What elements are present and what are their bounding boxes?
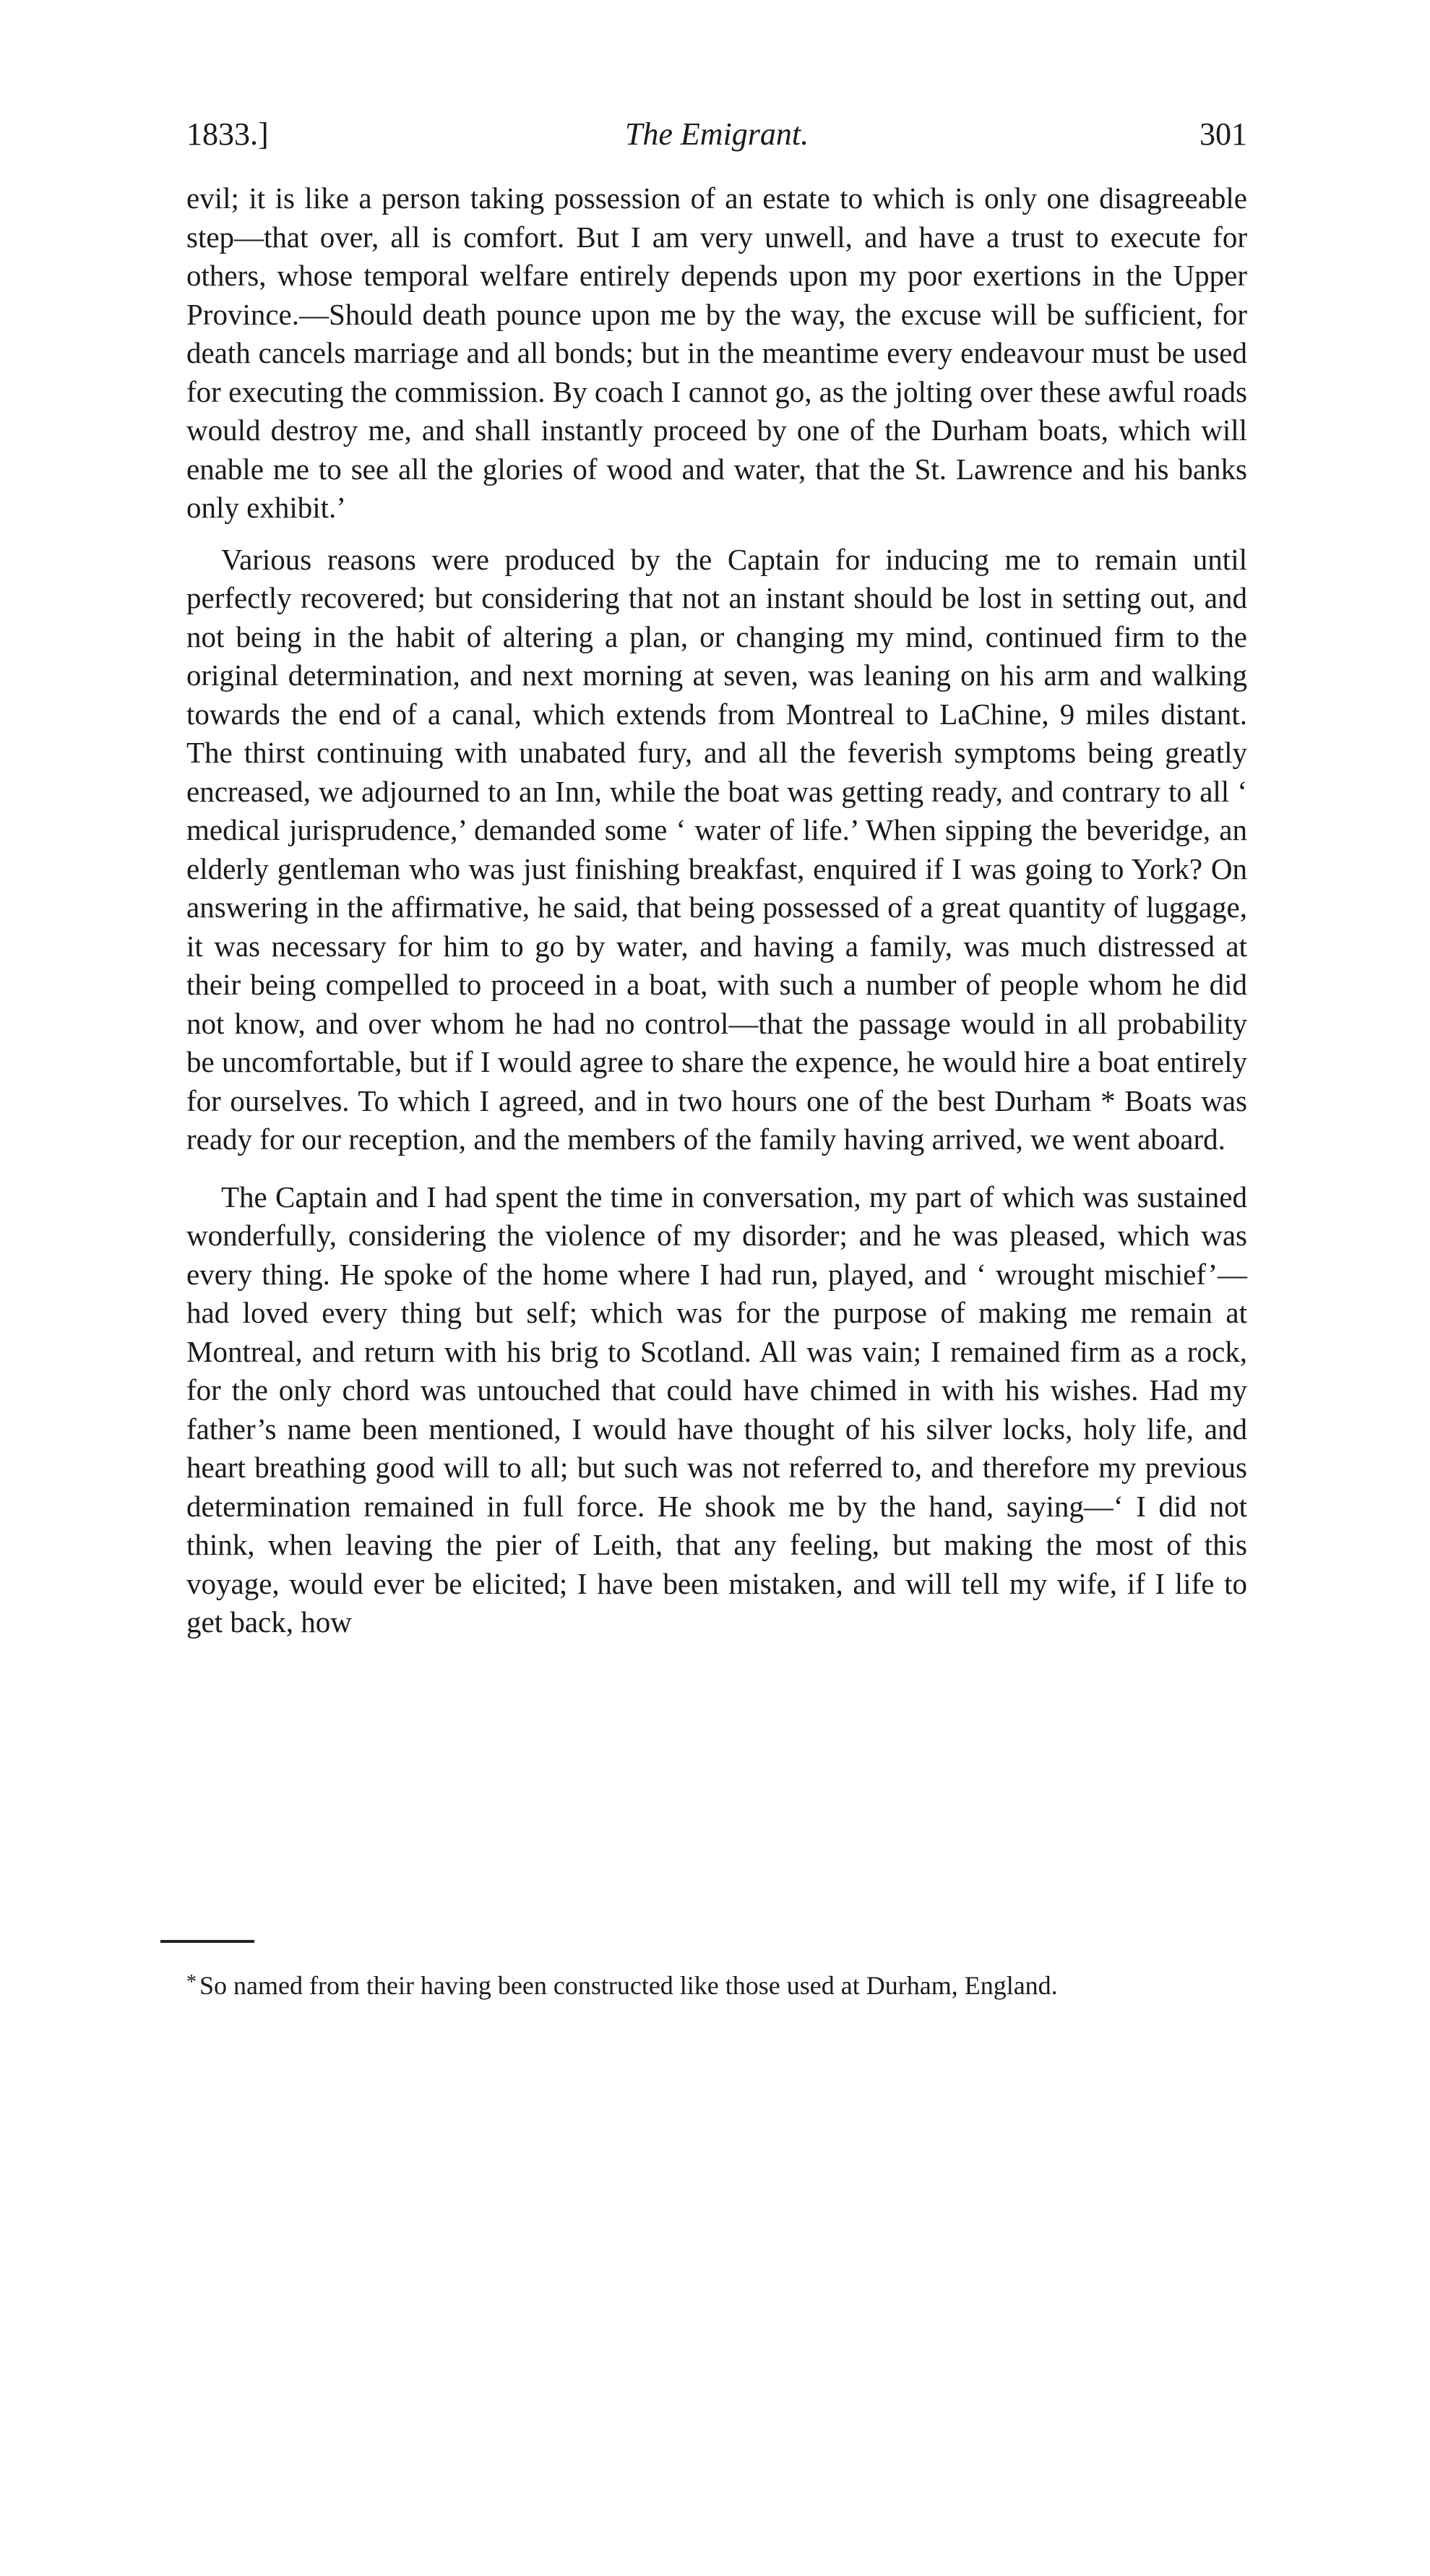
footnote (186, 1967, 1247, 2001)
paragraph-1: evil; it is like a person taking possession of an estate to which is only one disagreeable step—that over, all is comfort. But I am very unwell, and have a trust to execute for others, whose temporal welfare entirely depends upon my poor exertions in the Upper Province.—Should death pounce upon me by the way, the excuse will be sufficient, for death cancels marriage and all bonds; but in the meantime every endeavour must be used for executing the commission. By coach I cannot go, as the jolting over these awful roads would destroy me, and shall instantly proceed by one of the Durham boats, which will enable me to see all the glories of wood and water, that the St. Lawrence and his banks only exhibit.’ (186, 181, 1247, 524)
body-text (186, 179, 1247, 1642)
footnote-mark: * (186, 1971, 197, 1993)
footnote-text: So named from their having been constructed like those used at Durham, England. (199, 1971, 1058, 2000)
header-title: The Emigrant. (624, 116, 809, 152)
paragraph-2: Various reasons were produced by the Captain for inducing me to remain until perfectly recovered; but considering that not an instant should be lost in setting out, and not being in the habit of altering a plan, or changing my mind, continued firm to the original determination, and next morning at seven, was leaning on his arm and walking towards the end of a canal, which extends from Montreal to LaChine, 9 miles distant. The thirst continuing with unabated fury, and all the feverish symptoms being greatly encreased, we adjourned to an Inn, while the boat was getting ready, and contrary to all ‘ medical jurisprudence,’ demanded some ‘ water of life.’ When sipping the beveridge, an elderly gentleman who was just finishing breakfast, enquired if I was going to York? On answering in the affirmative, he said, that being possessed of a great quantity of luggage, it was necessary for him to go by water, and having a family, was much distressed at their being compelled to proceed in a boat, with such a number of people whom he did not know, and over whom he had no control—that the passage would in all probability be uncomfortable, but if I would agree to share the expence, he would hire a boat entirely for ourselves. To which I agreed, and in two hours one of the best Durham * Boats was ready for our reception, and the members of the family having arrived, we went aboard. (186, 542, 1247, 1156)
page-number: 301 (1199, 116, 1247, 152)
paragraph-3: The Captain and I had spent the time in conversation, my part of which was sustained wonderfully, considering the violence of my disorder; and he was pleased, which was every thing. He spoke of the home where I had run, played, and ‘ wrought mischief’—had loved every thing but self; which was for the purpose of making me remain at Montreal, and return with his brig to Scotland. All was vain; I remained firm as a rock, for the only chord was untouched that could have chimed in with his wishes. Had my father’s name been mentioned, I would have thought of his silver locks, holy life, and heart breathing good will to all; but such was not referred to, and therefore my previous determination remained in full force. He shook me by the hand, saying—‘ I did not think, when leaving the pier of Leith, that any feeling, but making the most of this voyage, would ever be elicited; I have been mistaken, and will tell my wife, if I life to get back, how (186, 1180, 1247, 1639)
footnote-rule (160, 1940, 254, 1943)
running-head (186, 116, 1247, 159)
header-year: 1833.] (186, 116, 269, 152)
